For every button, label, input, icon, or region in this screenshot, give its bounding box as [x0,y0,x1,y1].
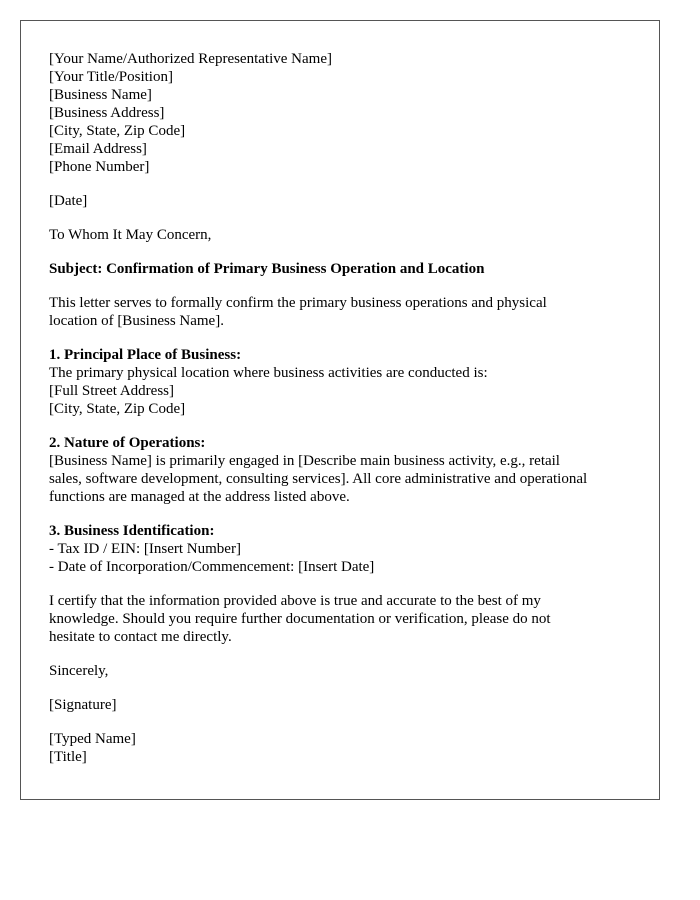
intro-line: location of [Business Name]. [49,313,224,329]
sender-title: [Your Title/Position] [49,69,173,85]
certification-line: knowledge. Should you require further documentation or verification, please do not [49,611,551,627]
signature-text: [Signature] [49,697,117,713]
sender-phone: [Phone Number] [49,159,150,175]
certification-line: I certify that the information provided above is true and accurate to the best of my [49,593,541,609]
signer-title: [Title] [49,749,87,765]
sender-business-name: [Business Name] [49,87,152,103]
letter-document [20,20,660,800]
section-nature-of-operations [49,434,631,506]
sender-name: [Your Name/Authorized Representative Name] [49,51,332,67]
section-line: - Tax ID / EIN: [Insert Number] [49,541,241,557]
subject-text: Subject: Confirmation of Primary Business Operation and Location [49,261,485,277]
signer-block [49,730,631,766]
section-principal-place [49,346,631,418]
salutation [49,226,631,244]
section-business-identification [49,522,631,576]
subject-line [49,260,631,278]
section-line: functions are managed at the address listed above. [49,489,350,505]
section-line: sales, software development, consulting services]. All core administrative and operational [49,471,588,487]
certification-line: hesitate to contact me directly. [49,629,232,645]
sender-city-state-zip: [City, State, Zip Code] [49,123,186,139]
section-line: The primary physical location where business activities are conducted is: [49,365,488,381]
salutation-text: To Whom It May Concern, [49,227,212,243]
typed-name: [Typed Name] [49,731,136,747]
section-heading: 1. Principal Place of Business: [49,347,242,363]
closing [49,662,631,680]
section-heading: 3. Business Identification: [49,523,215,539]
intro-paragraph [49,294,631,330]
intro-line: This letter serves to formally confirm the primary business operations and physical [49,295,547,311]
signature-placeholder [49,696,631,714]
section-line: [City, State, Zip Code] [49,401,186,417]
section-line: - Date of Incorporation/Commencement: [Insert Date] [49,559,375,575]
section-heading: 2. Nature of Operations: [49,435,206,451]
section-line: [Full Street Address] [49,383,174,399]
sender-block [49,50,631,176]
sender-email: [Email Address] [49,141,147,157]
letter-date [49,192,631,210]
date-text: [Date] [49,193,88,209]
certification-paragraph [49,592,631,646]
sender-business-address: [Business Address] [49,105,165,121]
closing-text: Sincerely, [49,663,109,679]
section-line: [Business Name] is primarily engaged in [Describe main business activity, e.g., retail [49,453,560,469]
